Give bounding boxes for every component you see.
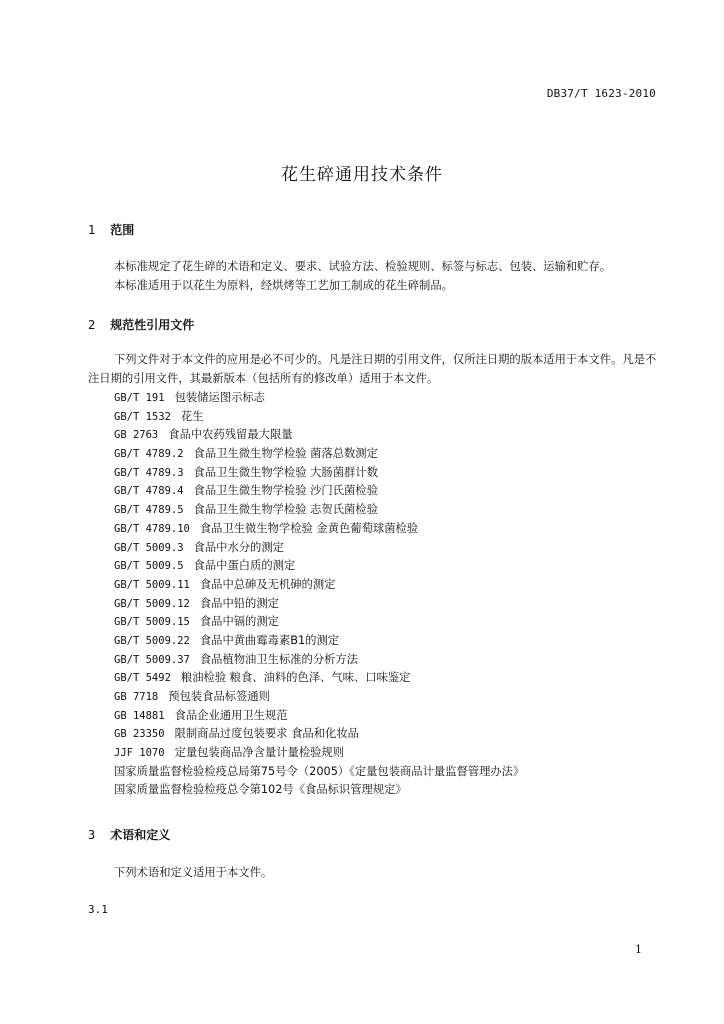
page-number: 1 [635,943,642,956]
reference-code: GB/T 4789.2 [114,448,184,461]
reference-list [114,389,524,800]
reference-code: GB/T 5009.11 [114,578,190,591]
reference-item [114,744,524,763]
reference-code: GB 7718 [114,691,159,703]
reference-code: GB/T 5009.37 [114,653,190,666]
reference-code: GB/T 5009.5 [114,560,184,573]
reference-title: 食品植物油卫生标准的分析方法 [199,652,359,666]
reference-item [114,688,524,707]
section-3-heading [88,826,170,843]
reference-item [114,725,524,744]
reference-title: 定量包装商品净含量计量检验规则 [174,746,345,760]
section-1-heading [88,221,134,238]
reference-title: 食品卫生微生物学检验 菌落总数测定 [193,447,378,461]
reference-title: 食品中黄曲霉毒素B1的测定 [199,633,340,647]
reference-item [114,464,524,483]
document-title: 花生碎通用技术条件 [281,165,443,185]
reference-item [114,539,524,558]
reference-code: GB 2763 [114,429,159,442]
reference-item [114,707,524,726]
reference-code: JJF 1070 [114,747,165,760]
subclause-number: 3.1 [88,903,108,916]
scope-paragraph: 本标准规定了花生碎的术语和定义、要求、试验方法、检验规则、标签与标志、包装、运输和贮存。 [114,260,612,273]
reference-item [114,763,524,782]
reference-item [114,669,524,688]
section-number: 3 [88,828,96,842]
section-2-heading [88,316,194,333]
reference-item [114,408,524,427]
section-number: 1 [88,223,96,237]
reference-item [114,632,524,651]
reference-code: GB/T 4789.3 [114,466,184,479]
reference-code: GB/T 5492 [114,672,171,685]
reference-item [114,595,524,614]
reference-title: 食品企业通用卫生规范 [174,708,288,722]
section-title: 范围 [110,223,135,237]
reference-title: 食品中蛋白质的测定 [193,559,296,573]
reference-item [114,781,524,800]
section-number: 2 [88,318,96,332]
reference-title: 粮油检验 粮食、油料的色泽、气味、口味鉴定 [180,671,411,685]
reference-code: GB/T 5009.22 [114,634,190,647]
reference-title: 食品卫生微生物学检验 大肠菌群计数 [193,465,378,479]
scope-paragraph: 本标准适用于以花生为原料，经烘烤等工艺加工制成的花生碎制品。 [114,279,453,292]
reference-code: GB/T 4789.5 [114,504,184,517]
section-title: 规范性引用文件 [110,318,195,332]
reference-title: 预包装食品标签通则 [168,690,270,703]
reference-title: 花生 [180,409,204,423]
reference-code: GB/T 5009.15 [114,616,190,629]
reference-item [114,501,524,520]
reference-title: 食品中铅的测定 [199,596,279,610]
reference-code: GB/T 4789.4 [114,485,184,498]
reference-item [114,389,524,408]
reference-title: 食品中水分的测定 [193,540,284,554]
reference-title: 国家质量监督检验检疫总令第102号《食品标识管理规定》 [114,783,407,797]
section-title: 术语和定义 [110,828,171,842]
reference-code: GB 14881 [114,709,165,722]
reference-item [114,445,524,464]
reference-code: GB/T 191 [114,392,165,404]
reference-title: 包装储运图示标志 [174,391,265,404]
reference-title: 食品中总砷及无机砷的测定 [199,577,336,591]
reference-item [114,557,524,576]
reference-code: GB 23350 [114,728,165,741]
reference-code: GB/T 1532 [114,410,171,423]
reference-title: 食品卫生微生物学检验 金黄色葡萄球菌检验 [199,521,419,535]
reference-title: 食品卫生微生物学检验 沙门氏菌检验 [193,484,378,498]
reference-item [114,520,524,539]
reference-item [114,613,524,632]
reference-title: 国家质量监督检验检疫总局第75号令（2005）《定量包装商品计量监督管理办法》 [114,764,525,778]
reference-code: GB/T 5009.12 [114,597,190,610]
document-code: DB37/T 1623-2010 [546,87,656,100]
reference-item [114,576,524,595]
reference-title: 食品中镉的测定 [199,615,279,629]
reference-title: 食品卫生微生物学检验 志贺氏菌检验 [193,503,378,517]
reference-item [114,426,524,445]
reference-title: 食品中农药残留最大限量 [168,428,293,442]
reference-item [114,651,524,670]
reference-item [114,482,524,501]
references-intro: 下列文件对于本文件的应用是必不可少的。凡是注日期的引用文件，仅所注日期的版本适用于本文件。凡是不注日期的引用文件，其最新版本（包括所有的修改单）适用于本文件。 [88,353,657,385]
definitions-paragraph: 下列术语和定义适用于本文件。 [114,866,273,879]
reference-code: GB/T 4789.10 [114,522,190,535]
reference-code: GB/T 5009.3 [114,541,184,554]
reference-title: 限制商品过度包装要求 食品和化妆品 [174,727,359,741]
